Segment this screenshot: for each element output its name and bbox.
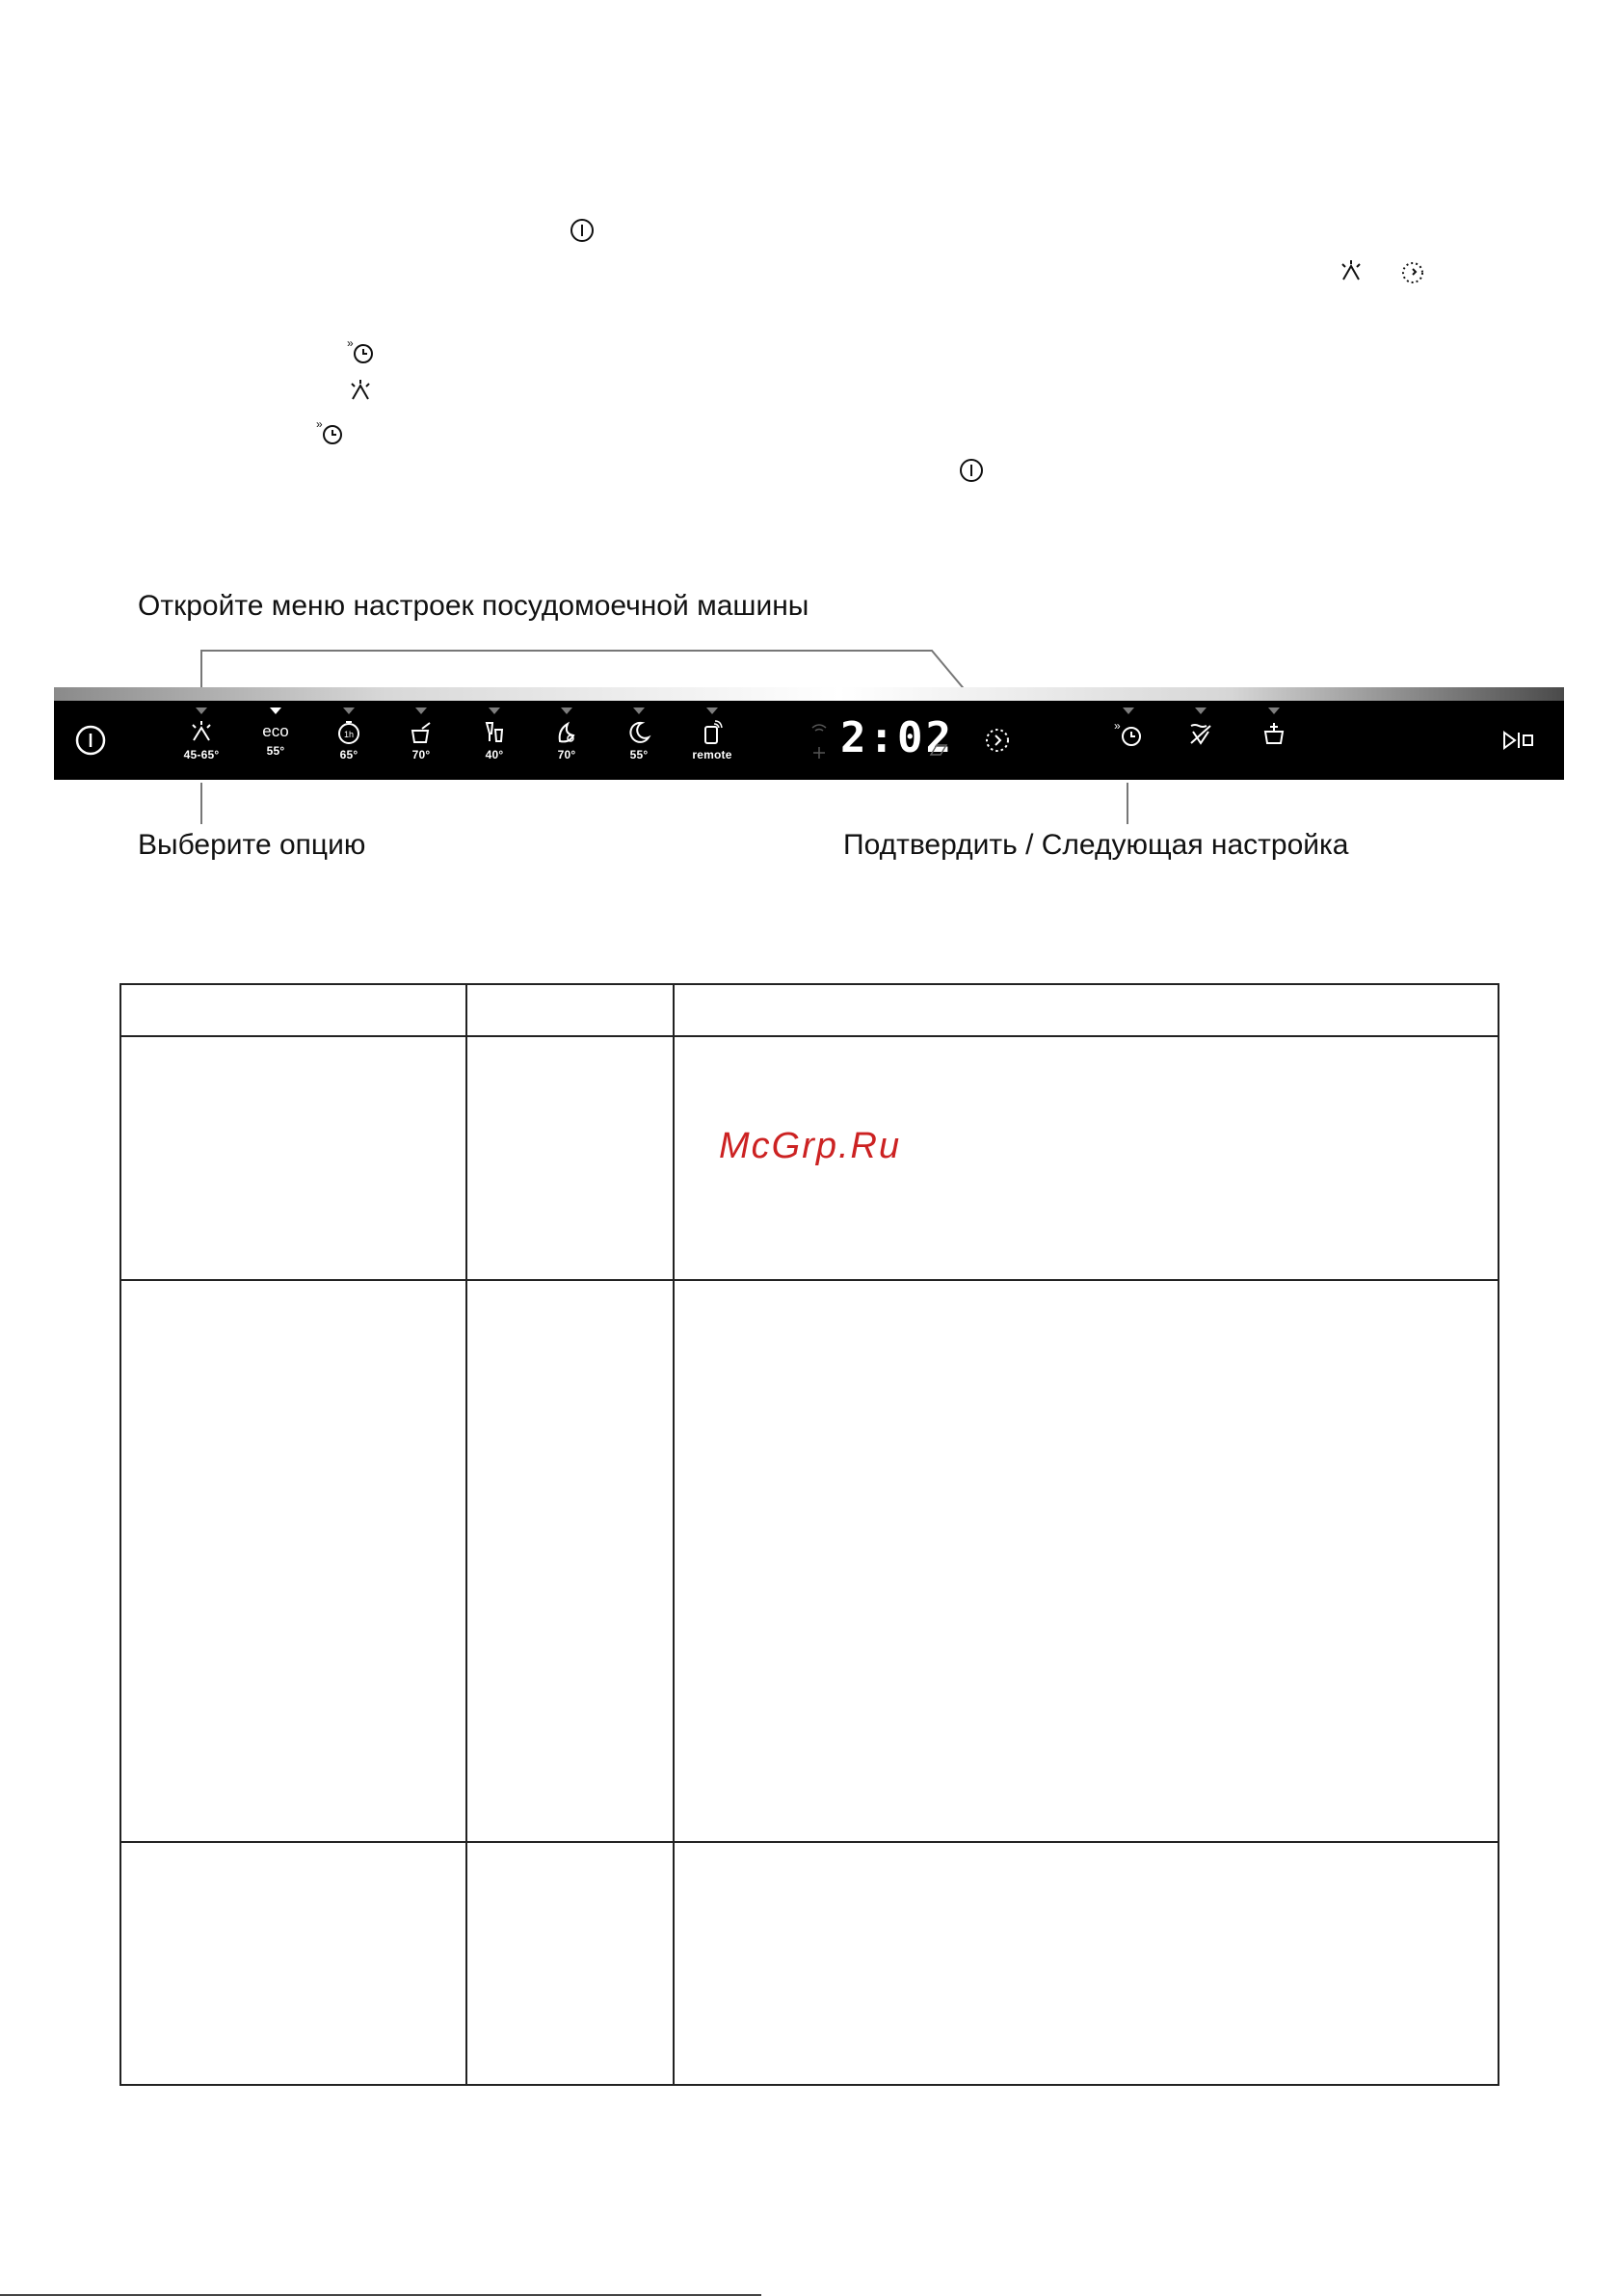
indicator-triangle (1195, 707, 1207, 714)
option-glass[interactable] (461, 701, 528, 780)
option-temp: 65° (339, 748, 358, 761)
auto-program-icon (347, 378, 374, 405)
indicator-triangle (196, 707, 207, 714)
option-temp: 70° (411, 748, 431, 761)
option-temp: remote (692, 748, 732, 761)
svg-text:»: » (316, 418, 323, 431)
delay-start-icon (1114, 720, 1143, 747)
basket-icon (1260, 720, 1287, 747)
extra-dry-icon (1187, 720, 1214, 747)
auto-program-icon (1338, 258, 1365, 285)
option-auto[interactable] (168, 701, 235, 780)
panel-trim (54, 687, 1564, 701)
eco-label: eco (262, 722, 289, 740)
table-row (120, 1842, 1499, 2085)
indicator-triangle (633, 707, 645, 714)
option-night[interactable] (605, 701, 673, 780)
indicator-triangle (1123, 707, 1134, 714)
option-remote[interactable] (678, 701, 746, 780)
hygiene-icon (554, 720, 579, 745)
indicator-triangle (415, 707, 427, 714)
power-icon (74, 724, 107, 757)
power-icon (569, 217, 596, 244)
start-pause-button[interactable] (1501, 730, 1536, 751)
option-hygiene[interactable] (533, 701, 600, 780)
option-temp: 55° (266, 744, 285, 758)
wifi-sparkle-indicators (809, 720, 830, 762)
option-temp: 55° (629, 748, 649, 761)
table-row (120, 1280, 1499, 1842)
table-header-row (120, 984, 1499, 1036)
option-eco[interactable] (242, 701, 309, 780)
indicator-triangle (489, 707, 500, 714)
option-temp: 40° (485, 748, 504, 761)
confirm-dotted-icon (1399, 258, 1426, 285)
time-display: 2:02 (840, 713, 954, 762)
callout-select-option: Выберите опцию (138, 829, 366, 861)
indicator-triangle (706, 707, 718, 714)
svg-text:»: » (347, 337, 354, 350)
option-temp: 70° (557, 748, 576, 761)
option-delay-start[interactable] (1095, 701, 1162, 780)
delay-start-icon (316, 418, 343, 445)
callout-confirm-next: Подтвердить / Следующая настройка (843, 829, 1349, 861)
power-button[interactable] (62, 701, 119, 780)
salt-indicator-icon (929, 743, 948, 757)
indicator-triangle-selected (270, 707, 281, 714)
watermark-text: McGrp.Ru (719, 1126, 902, 1166)
stopwatch-1h-icon (336, 720, 361, 745)
remote-phone-icon (700, 720, 725, 745)
callout-open-menu: Откройте меню настроек посудомоечной машины (138, 590, 809, 622)
option-intensive[interactable] (387, 701, 455, 780)
confirm-next-button[interactable] (983, 726, 1012, 755)
indicator-triangle (561, 707, 572, 714)
indicator-triangle (343, 707, 355, 714)
indicator-triangle (1268, 707, 1280, 714)
delay-start-icon (347, 337, 374, 364)
control-panel (54, 701, 1564, 780)
moon-icon (626, 720, 651, 745)
option-1h[interactable] (315, 701, 383, 780)
glass-icon (482, 720, 507, 745)
svg-text:1h: 1h (343, 730, 355, 739)
pot-icon (409, 720, 434, 745)
auto-program-icon (189, 720, 214, 745)
option-temp: 45-65° (183, 748, 220, 761)
option-half-load[interactable] (1240, 701, 1308, 780)
option-extra-dry[interactable] (1167, 701, 1234, 780)
svg-text:»: » (1114, 720, 1121, 733)
power-icon (958, 457, 985, 484)
